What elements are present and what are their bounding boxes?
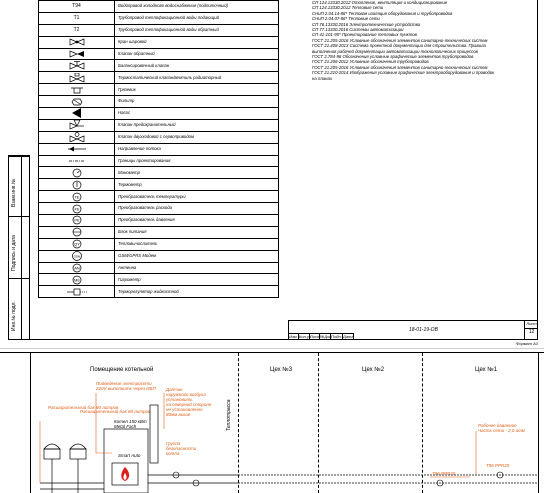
sheet-number-box: [524, 321, 538, 340]
stamp-header-change: Изм.: [289, 334, 298, 339]
filter-icon: [39, 96, 115, 108]
reference-line: ГОСТ 21.206-2012 Условные обозначения трубопроводов: [312, 59, 429, 65]
reference-line: СНиП 2.04.07-86* Тепловые сети: [312, 16, 380, 22]
legend-row: [39, 179, 279, 191]
svg-text:GSM: GSM: [73, 254, 80, 259]
drawing-sheet-2: [0, 352, 544, 493]
reference-line: СП 76.13330.2016 Электротехнические устройства: [312, 21, 421, 27]
thermometer-icon: [39, 179, 115, 191]
legend-row: [39, 262, 279, 274]
legend-table: [38, 0, 279, 298]
note-smart-auto: Smart Auto: [118, 453, 141, 458]
legend-description: Границы проектирования: [115, 155, 279, 167]
flow-transducer-icon: [39, 203, 115, 215]
manometer-icon: [39, 167, 115, 179]
legend-description: Балансировочный клапан: [115, 60, 279, 72]
supply-pipes: [40, 459, 538, 493]
room-label-shop2: Цех №2: [362, 367, 385, 373]
reference-line: СП 124.13330.2012 Отопление, вентиляция и кондиционирование: [312, 0, 448, 5]
room-label-shop1: Цех №1: [475, 367, 498, 373]
legend-row: [39, 36, 279, 48]
legend-row: [39, 238, 279, 250]
reference-line: ГОСТ 21.205-2016 Условные обозначения элементов санитарно-технических систем: [312, 64, 488, 70]
note-expansion-tank-1: Расширительный бак 80 литров: [48, 405, 119, 410]
legend-description: Клапан обратный: [115, 48, 279, 60]
hygrometer-icon: [39, 274, 115, 286]
chimney: [150, 405, 158, 463]
sheet-number: 12: [528, 329, 535, 335]
legend-pipe-code: Т2: [39, 24, 115, 36]
legend-description: Преобразователь расхода: [115, 203, 279, 215]
svg-text:QY: QY: [73, 241, 80, 247]
legend-description: Грязевик: [115, 84, 279, 96]
legend-row: [39, 72, 279, 84]
legend-row: [39, 167, 279, 179]
sheet-format: Формат А3: [516, 341, 538, 346]
gsm-modem-icon: [39, 250, 115, 262]
legend-description: Направление потока: [115, 143, 279, 155]
legend-description: Терморегулятор жидкостной: [115, 286, 279, 298]
balancing-valve-icon: [39, 60, 115, 72]
pipe-fittings: [173, 472, 503, 486]
note-safety-group: Группа безопасности котла: [166, 441, 197, 456]
svg-text:PE: PE: [73, 217, 80, 223]
legend-pipe-code: Т1: [39, 12, 115, 24]
legend-description: Термометр: [115, 179, 279, 191]
antenna-icon: [39, 262, 115, 274]
legend-row: [39, 108, 279, 120]
reference-line: СП 77.13330.2016 Системы автоматизации: [312, 27, 404, 33]
expansion-tank-2: [70, 444, 86, 459]
svg-text:ME: ME: [73, 277, 80, 283]
reference-line: выполнения рабочей документации автоматизации технологических процессов: [312, 48, 478, 54]
note-working-pressure: Рабочее давление Часть сети - 2,0 атм: [478, 423, 525, 433]
legend-row: [39, 226, 279, 238]
stamp-header-sheet: Лист: [310, 334, 321, 339]
legend-row: [39, 286, 279, 298]
note-pipe-1: Т96 PPR20: [432, 471, 456, 476]
legend-description: Манометр: [115, 167, 279, 179]
side-label-signature: Подпись и дата: [11, 235, 17, 271]
legend-description: Преобразователь давления: [115, 215, 279, 227]
heat-calculator-icon: [39, 238, 115, 250]
svg-text:TE: TE: [73, 194, 80, 200]
stamp-header-date: Дата: [343, 334, 354, 339]
boiler: [104, 429, 148, 493]
legend-description: Трубопровод теплофикационной воды подающий: [115, 12, 279, 24]
expansion-tank-1: [44, 444, 60, 459]
temp-transducer-icon: [39, 191, 115, 203]
legend-row: [39, 24, 279, 36]
legend-row: [39, 191, 279, 203]
orange-leaders: [40, 393, 476, 483]
pump-icon: [39, 108, 115, 120]
note-boiler: Котел 150 кВт Metal Fach: [114, 419, 147, 429]
legend-row: [39, 60, 279, 72]
legend-row: [39, 250, 279, 262]
legend-description: Насос: [115, 108, 279, 120]
title-block: [288, 320, 538, 340]
legend-description: Водопровод холодного водоснабжения (подпиточный): [115, 1, 279, 13]
note-power-supply: Подведение электросети 220V выполнить через ИБП: [96, 381, 156, 391]
note-pipe-2: Т96 PPR20: [486, 463, 510, 468]
legend-description: Кран шаровой: [115, 36, 279, 48]
reference-line: ГОСТ 21.210-2014 Изображения условные графические электрооборудования и проводок: [312, 70, 495, 76]
note-expansion-tank-2: Расширительный бак 80 литров: [80, 409, 151, 414]
legend-description: Преобразователь температуры: [115, 191, 279, 203]
flow-arrow-icon: [39, 143, 115, 155]
side-cell-signature: [9, 216, 29, 278]
boundary-icon: [39, 155, 115, 167]
servo-valve-icon: [39, 131, 115, 143]
heating-scheme: [0, 353, 544, 493]
legend-description: Клапан предохранительный: [115, 119, 279, 131]
legend-row: [39, 143, 279, 155]
reference-line: СП 124.13330.2012 Тепловые сети: [312, 5, 384, 11]
legend-row: [39, 12, 279, 24]
legend-row: [39, 119, 279, 131]
legend-row: [39, 274, 279, 286]
stamp-header-count: Кол.уч: [299, 334, 311, 339]
side-label-replace: Взам.инв.№: [11, 178, 17, 207]
reference-line: СНиП 2.04.14-88* Тепловая изоляция оборудования и трубопроводов: [312, 10, 453, 16]
legend-row: [39, 84, 279, 96]
stamp-header-docno: №Док.: [320, 334, 333, 339]
note-outdoor-sensor: Датчик наружного воздуха установить на северной стороне не установленно 80мм выше: [166, 387, 212, 417]
room-label-shop3: Цех №3: [270, 367, 293, 373]
legend-description: Термостатический клапан/вентиль радиаторный: [115, 72, 279, 84]
legend-description: Трубопровод теплофикационной воды обратный: [115, 24, 279, 36]
note-heat-network: Теплотрасса: [226, 399, 232, 431]
legend-row: [39, 96, 279, 108]
power-unit-icon: [39, 226, 115, 238]
side-stamp-strip: [8, 155, 30, 340]
normative-references: [312, 0, 538, 81]
legend-row: [39, 215, 279, 227]
liquid-thermoregulator-icon: [39, 286, 115, 298]
reference-line: ГОСТ 2.784-96 Обозначения условные графические элементов трубопроводов: [312, 54, 474, 60]
legend-description: Антенна: [115, 262, 279, 274]
legend-description: Тепловычислитель: [115, 238, 279, 250]
legend-description: Гигрометр: [115, 274, 279, 286]
side-label-inventory: Инв.№ подл.: [11, 301, 17, 331]
sheet-number-label: Лист: [525, 321, 538, 329]
legend-row: [39, 203, 279, 215]
ball-valve-icon: [39, 36, 115, 48]
legend-description: Блок питания: [115, 226, 279, 238]
legend-description: Клапан двухходовой с сервоприводом: [115, 131, 279, 143]
pressure-transducer-icon: [39, 215, 115, 227]
stamp-header-sign: Подп.: [331, 334, 342, 339]
side-cell-replace: [9, 156, 29, 216]
room-label-boiler: Помещение котельной: [90, 367, 154, 373]
legend-row: [39, 48, 279, 60]
document-code: 18-01-19-ОВ: [409, 327, 438, 333]
thermostatic-valve-icon: [39, 72, 115, 84]
check-valve-icon: [39, 48, 115, 60]
sump-icon: [39, 84, 115, 96]
svg-text:FE: FE: [73, 206, 80, 212]
reference-line: ГОСТ 21.408-2013 Система проектной документации для строительства. Правила: [312, 43, 486, 49]
reference-line: СП 41-101-95* Проектирование тепловых пунктов: [312, 32, 417, 38]
sheet-separator: [0, 348, 544, 349]
svg-text:AN: AN: [73, 265, 80, 271]
legend-description: GSM/GPRS Модем: [115, 250, 279, 262]
safety-valve-icon: [39, 119, 115, 131]
legend-row: [39, 1, 279, 13]
legend-pipe-code: Т94: [39, 1, 115, 13]
reference-line: ГОСТ 21.205-2016 Условные обозначения элементов санитарно-технических систем: [312, 37, 488, 43]
side-cell-inventory: [9, 278, 29, 340]
reference-line: на планах: [312, 75, 333, 81]
legend-row: [39, 131, 279, 143]
legend-description: Фильтр: [115, 96, 279, 108]
legend-row: [39, 155, 279, 167]
